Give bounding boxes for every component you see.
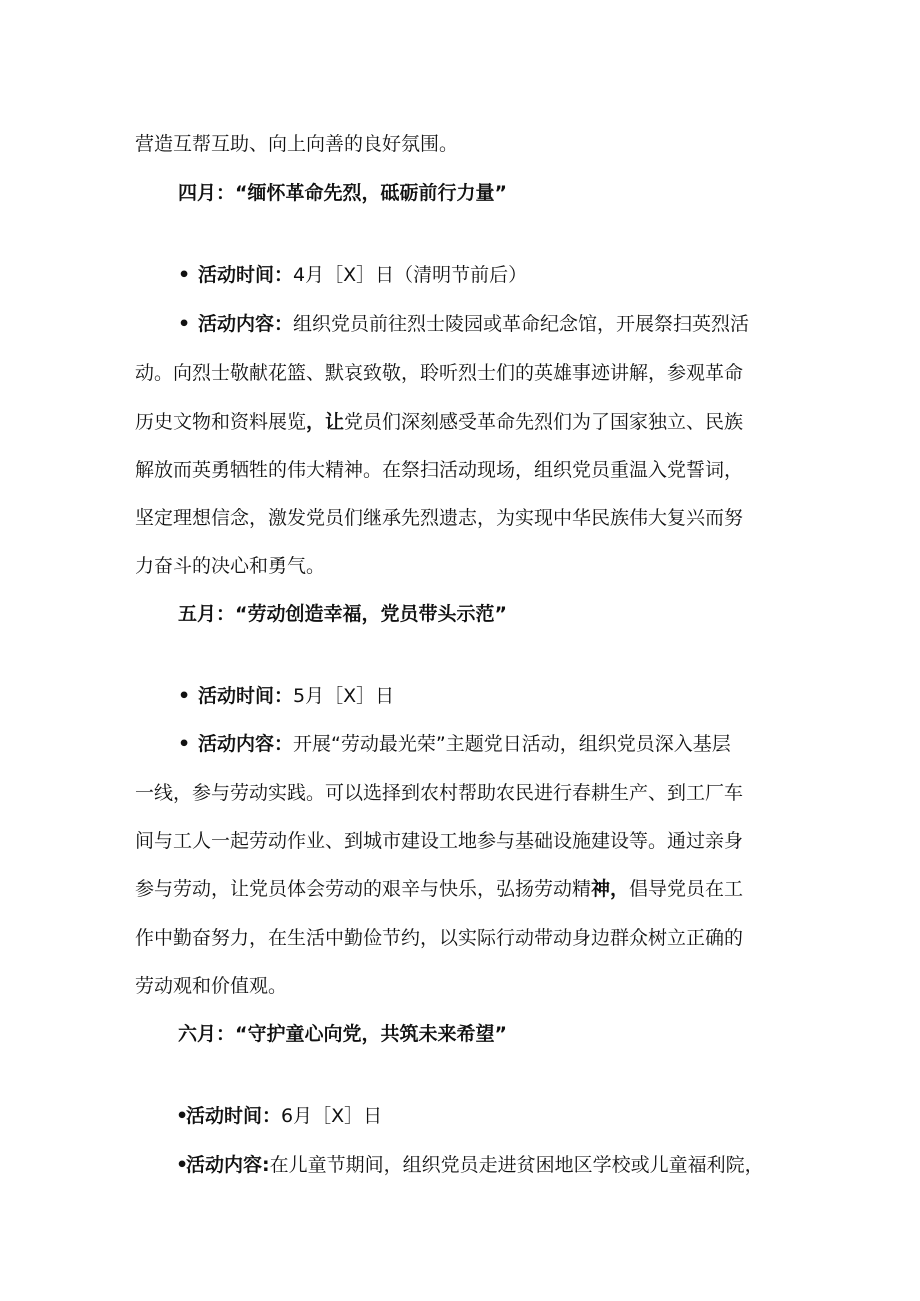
- may-content-first-line: 开展“劳动最光荣”主题党日活动，组织党员深入基层: [293, 733, 731, 755]
- april-time-item: [178, 262, 527, 288]
- april-heading: 四月：“缅怀革命先烈，砥砺前行力量”: [178, 182, 507, 204]
- june-content-item: [176, 1152, 764, 1178]
- june-time-value: 6月［X］日: [281, 1105, 383, 1127]
- april-content-line: 坚定理想信念，激发党员们继承先烈遗志，为实现中华民族伟大复兴而努: [135, 507, 744, 529]
- may-content-line: [135, 876, 743, 902]
- may-time-label: 活动时间：: [198, 685, 294, 707]
- may-heading: 五月：“劳动创造幸福，党员带头示范”: [178, 603, 507, 625]
- bullet-icon: •: [178, 313, 191, 335]
- may-time-item: [178, 683, 394, 709]
- april-time-value: 4月［X］日（清明节前后）: [293, 264, 528, 286]
- may-content-line: 一线，参与劳动实践。可以选择到农村帮助农民进行春耕生产、到工厂车: [135, 782, 744, 804]
- april-content-label: 活动内容：: [198, 313, 294, 335]
- intro-tail-line: 营造互帮互助、向上向善的良好氛围。: [135, 133, 459, 155]
- april-content-line: 动。向烈士敬献花篮、默哀致敬，聆听烈士们的英雄事迹讲解，参观革命: [135, 362, 744, 384]
- april-line3-rest: 党员们深刻感受革命先烈们为了国家独立、民族: [344, 411, 744, 433]
- may-content-label: 活动内容：: [198, 733, 294, 755]
- april-content-item: [178, 311, 749, 337]
- may-line4-rest: 倡导党员在工: [629, 878, 744, 900]
- bullet-icon: •: [178, 685, 191, 707]
- april-content-first-line: 组织党员前往烈士陵园或革命纪念馆，开展祭扫英烈活: [293, 313, 750, 335]
- may-content-line: 作中勤奋努力，在生活中勤俭节约，以实际行动带动身边群众树立正确的: [135, 927, 744, 949]
- bullet-icon: •: [178, 733, 191, 755]
- may-content-line: 劳动观和价值观。: [135, 975, 288, 997]
- may-content-line: 间与工人一起劳动作业、到城市建设工地参与基础设施建设等。通过亲身: [135, 830, 744, 852]
- april-line3-bold: ，让: [306, 411, 345, 433]
- april-content-line: 力奋斗的决心和勇气。: [135, 555, 326, 577]
- bullet-icon: •: [178, 264, 191, 286]
- april-line3-prefix: 历史文物和资料展览: [135, 411, 307, 433]
- bullet-icon: •: [176, 1154, 189, 1176]
- june-time-label: 活动时间：: [186, 1105, 282, 1127]
- april-content-line: 解放而英勇牺牲的伟大精神。在祭扫活动现场，组织党员重温入党誓词，: [135, 459, 744, 481]
- may-line4-bold: 神，: [591, 878, 630, 900]
- may-time-value: 5月［X］日: [293, 685, 395, 707]
- june-time-item: [176, 1103, 382, 1129]
- bullet-icon: •: [176, 1105, 189, 1127]
- april-content-line: [135, 409, 743, 435]
- may-content-item: [178, 731, 731, 757]
- june-heading: 六月：“守护童心向党，共筑未来希望”: [178, 1023, 507, 1045]
- april-time-label: 活动时间：: [198, 264, 294, 286]
- june-content-first-line: 在儿童节期间，组织党员走进贫困地区学校或儿童福利院，: [269, 1154, 764, 1176]
- may-line4-prefix: 参与劳动，让党员体会劳动的艰辛与快乐，弘扬劳动精: [135, 878, 592, 900]
- june-content-label: 活动内容:: [186, 1154, 270, 1176]
